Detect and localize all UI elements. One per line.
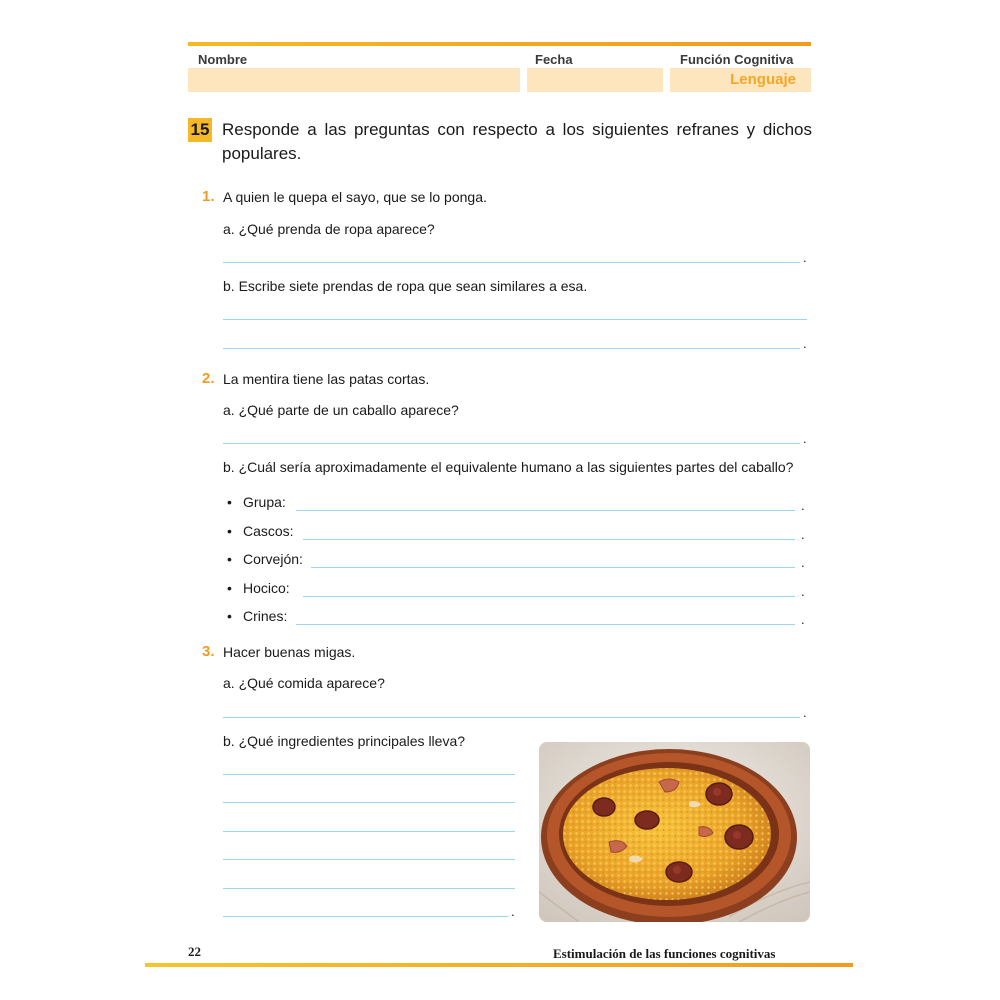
bullet: • (227, 494, 232, 510)
end-period: . (803, 431, 807, 446)
answer-line[interactable] (303, 596, 795, 597)
proverb-text: Hacer buenas migas. (223, 644, 356, 660)
page-number: 22 (188, 944, 201, 959)
question-b: b. ¿Qué ingredientes principales lleva? (223, 733, 466, 749)
proverb-text: A quien le quepa el sayo, que se lo ponga. (223, 189, 487, 205)
answer-line[interactable] (311, 567, 795, 568)
question-b: b. Escribe siete prendas de ropa que sean similares a esa. (223, 278, 588, 294)
bullet: • (227, 580, 232, 596)
part-label-grupa: Grupa: (243, 494, 286, 510)
cognitive-function-value: Lenguaje (670, 68, 811, 92)
item-number: 3. (202, 643, 215, 660)
end-period: . (801, 584, 805, 599)
item-number: 2. (202, 370, 215, 387)
name-label: Nombre (198, 52, 248, 67)
end-period: . (801, 498, 805, 513)
answer-line[interactable] (223, 802, 515, 803)
header-top-rule (188, 42, 811, 46)
book-title: Estimulación de las funciones cognitivas (553, 946, 776, 961)
answer-line[interactable] (296, 510, 795, 511)
end-period: . (803, 336, 807, 351)
date-label: Fecha (535, 52, 573, 67)
answer-line[interactable] (223, 859, 515, 860)
exercise-number: 15 (188, 118, 212, 142)
part-label-cascos: Cascos: (243, 523, 294, 539)
date-field[interactable] (527, 68, 663, 92)
end-period: . (803, 250, 807, 265)
answer-line[interactable] (223, 717, 800, 718)
part-label-corvejon: Corvejón: (243, 551, 303, 567)
footer-rule (145, 963, 853, 967)
answer-line[interactable] (296, 624, 795, 625)
answer-line[interactable] (223, 348, 800, 349)
answer-line[interactable] (223, 443, 800, 444)
name-field[interactable] (188, 68, 520, 92)
migas-dish-photo (539, 742, 810, 922)
question-a: a. ¿Qué parte de un caballo aparece? (223, 402, 459, 418)
answer-line[interactable] (303, 539, 795, 540)
end-period: . (801, 555, 805, 570)
end-period: . (801, 527, 805, 542)
exercise-instruction: Responde a las preguntas con respecto a los siguientes refranes y dichos populares. (222, 120, 812, 163)
part-label-crines: Crines: (243, 608, 288, 624)
answer-line[interactable] (223, 916, 508, 917)
part-label-hocico: Hocico: (243, 580, 290, 596)
answer-line[interactable] (223, 831, 515, 832)
cognitive-function-label: Función Cognitiva (680, 52, 794, 67)
answer-line[interactable] (223, 888, 515, 889)
question-a: a. ¿Qué prenda de ropa aparece? (223, 221, 435, 237)
end-period: . (801, 612, 805, 627)
question-b: b. ¿Cuál sería aproximadamente el equivalente humano a las siguientes partes del caballo? (223, 459, 794, 475)
end-period: . (511, 904, 515, 919)
answer-line[interactable] (223, 319, 807, 320)
bullet: • (227, 523, 232, 539)
item-number: 1. (202, 188, 215, 205)
bullet: • (227, 551, 232, 567)
bullet: • (227, 608, 232, 624)
question-a: a. ¿Qué comida aparece? (223, 675, 385, 691)
answer-line[interactable] (223, 774, 515, 775)
proverb-text: La mentira tiene las patas cortas. (223, 371, 430, 387)
end-period: . (803, 705, 807, 720)
answer-line[interactable] (223, 262, 800, 263)
